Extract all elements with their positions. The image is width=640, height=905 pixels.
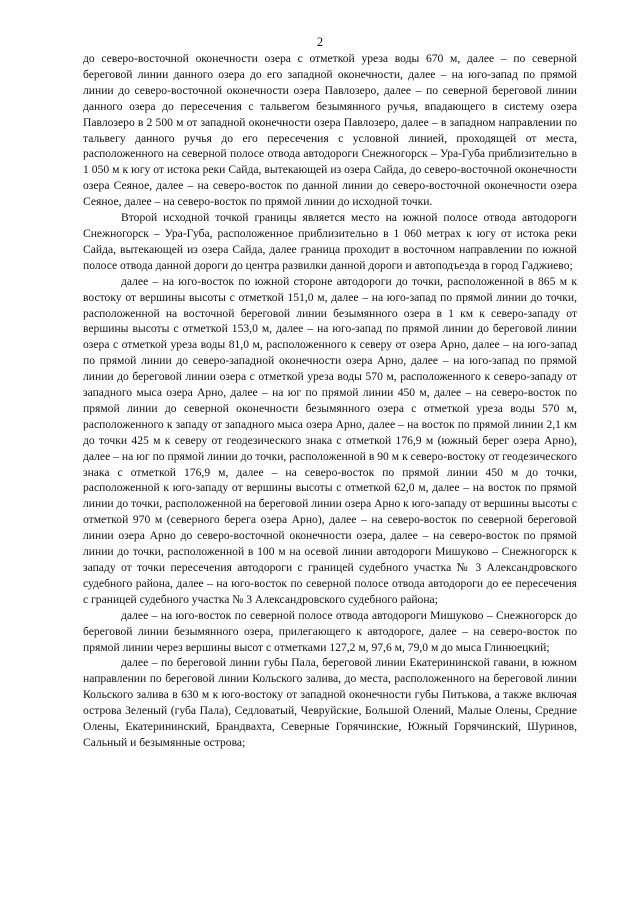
paragraph-mishukovo-route: далее – на юго-восток по северной полосе отвода автодороги Мишуково – Снежногорск до береговой линии безымянного озера, прилегающего к автодороге, далее – на северо-восток по прямой линии через вершины высот с отметками 127,2 м, 97,6 м, 79,0 м до мыса Глинюецкий; (83, 608, 577, 654)
paragraph-coastline-islands: далее – по береговой линии губы Пала, береговой линии Екатерининской гавани, в южном направлении по береговой линии Кольского залива, до места, расположенного на береговой линии Кольского залива в 630 м к юго-востоку от западной оконечности губы Питькова, а также включая острова Зеленый (губа Пала), Седловатый, Чевруйские, Большой Олений, Малые Олены, Средние Олены, Екатерининский, Брандвахта, Северные Горячинские, Южный Горячинский, Шуринов, Сальный и безымянные острова; (83, 656, 577, 749)
page-number: 2 (316, 35, 324, 49)
document-body (83, 51, 577, 751)
paragraph-second-start-point: Второй исходной точкой границы является место на южной полосе отвода автодороги Снежногорск – Ура-Губа, расположенное приблизительно в 1 060 метрах к югу от истока реки Сайда, вытекающей из озера Сайда, далее граница проходит в восточном направлении по южной полосе отвода данной дороги до центра развилки данной дороги и автоподъезда в город Гаджиево; (83, 211, 577, 272)
paragraph-continuation: до северо-восточной оконечности озера с отметкой уреза воды 670 м, далее – по северной береговой линии данного озера до его западной оконечности, далее – на юго-запад по прямой линии до северо-восточной оконечности озера Павлозеро, далее – по северной береговой линии данного озера до пересечения с тальвегом безымянного ручья, впадающего в систему озера Павлозеро в 2 500 м от западной оконечности озера Павлозеро, далее – в западном направлении по тальвегу данного ручья до его пересечения с условной линией, проходящей от места, расположенного на северной полосе отвода автодороги Снежногорск – Ура-Губа приблизительно в 1 050 м к югу от истока реки Сайда, вытекающей из озера Сайда, до северо-восточной оконечности озера Сеяное, далее – на северо-восток по данной линии до северо-восточной оконечности озера Сеяное, далее – на северо-восток по прямой линии до исходной точки. (83, 52, 577, 209)
paragraph-southeast-route: далее – на юго-восток по южной стороне автодороги до точки, расположенной в 865 м к востоку от вершины высоты с отметкой 151,0 м, далее – на юго-запад по прямой линии до точки, расположенной на восточной береговой линии безымянного озера в 1 км к северо-западу от вершины высоты с отметкой 153,0 м, далее – на юго-запад по прямой линии до береговой линии озера с отметкой уреза воды 81,0 м, расположенного к северу от озера Арно, далее – на юго-запад по прямой линии до северо-западной оконечности озера Арно, далее – на юго-запад по прямой линии до береговой линии озера с отметкой уреза воды 570 м, расположенного к северо-западу от западного мыса озера Арно, далее – на юг по прямой линии 450 м, далее – на северо-восток по прямой линии до северной оконечности безымянного озера с отметкой уреза воды 570 м, расположенного к западу от западного мыса озера Арно, далее – на восток по прямой линии 2,1 км до точки 425 м к северу от геодезического знака с отметкой 176,9 м (южный берег озера Арно), далее – на юг по прямой линии до точки, расположенной в 90 м к северо-востоку от геодезического знака с отметкой 176,9 м, далее – на северо-восток по прямой линии 450 м до точки, расположенной к юго-западу от вершины высоты с отметкой 62,0 м, далее – на восток по прямой линии до точки, расположенной на береговой линии озера Арно к юго-западу от вершины высоты с отметкой 970 м (северного берега озера Арно), далее – на северо-восток по северной береговой линии озера Арно до северо-восточной оконечности озера, далее – на северо-восток по прямой линии до точки, расположенной в 100 м на осевой линии автодороги Мишуково – Снежногорск к западу от точки пересечения автодороги с границей судебного участка № 3 Александровского судебного района, далее – на юго-восток по северной полосе отвода автодороги до ее пересечения с границей судебного участка № 3 Александровского судебного района; (83, 274, 577, 606)
